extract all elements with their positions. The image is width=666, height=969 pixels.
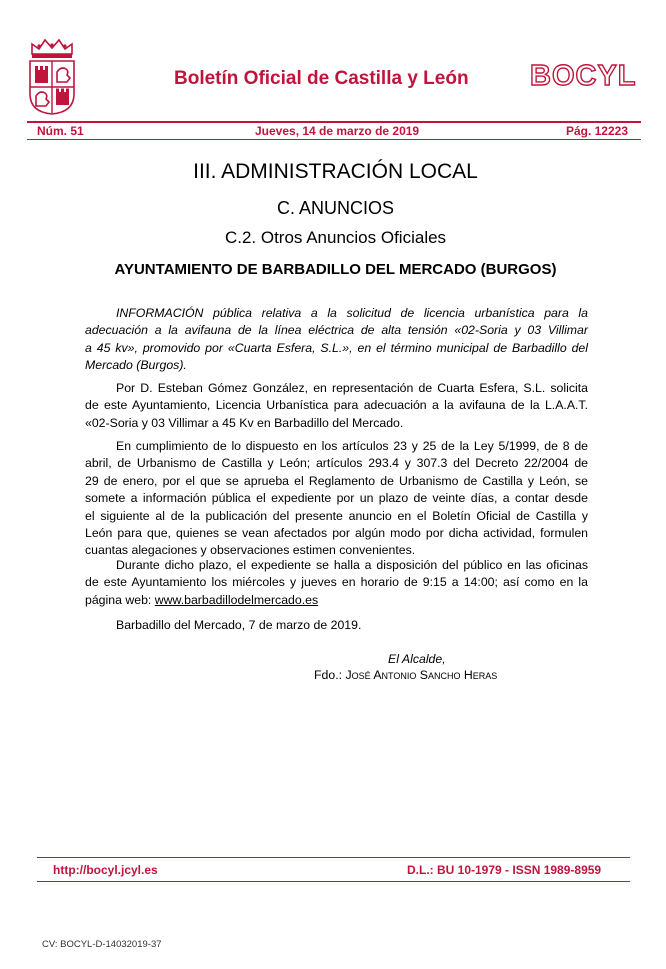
bulletin-title: Boletín Oficial de Castilla y León [174, 68, 469, 89]
signatory [314, 668, 497, 682]
paragraph-line [85, 592, 588, 609]
entity-title: AYUNTAMIENTO DE BARBADILLO DEL MERCADO (BURGOS) [114, 261, 557, 278]
signatory-prefix: Fdo.: [314, 668, 346, 682]
signatory-name: José Antonio Sancho Heras [345, 668, 498, 682]
paragraph-line: cuantas alegaciones y observaciones estimen convenientes. [85, 543, 416, 558]
paragraph-line: León para que, quienes se vean afectados por algún modo por dicha actividad, formulen [85, 525, 588, 540]
page-number: Pág. 12223 [565, 124, 628, 138]
place-date: Barbadillo del Mercado, 7 de marzo de 2019. [116, 618, 362, 632]
paragraph-line: En cumplimiento de lo dispuesto en los artículos 23 y 25 de la Ley 5/1999, de 8 de [116, 439, 588, 453]
applicant-paragraph [85, 380, 588, 432]
website-label: página web: [85, 592, 155, 607]
paragraph-line: de este Ayuntamiento los miércoles y jueves en horario de 9:15 a 14:00; así como en la [85, 575, 588, 590]
category-title: C.2. Otros Anuncios Oficiales [224, 228, 447, 247]
footer-divider-top [37, 857, 630, 858]
paragraph-line: Durante dicho plazo, el expediente se halla a disposición del público en las oficinas [116, 558, 588, 572]
verification-code: CV: BOCYL-D-14032019-37 [42, 939, 162, 950]
issue-date: Jueves, 14 de marzo de 2019 [255, 124, 420, 138]
coat-of-arms-icon [27, 36, 77, 116]
footer-url-link[interactable]: http://bocyl.jcyl.es [53, 863, 158, 877]
paragraph-line: a 45 kv», promovido por «Cuarta Esfera, S.L.», en el término municipal de Barbadillo del [85, 340, 588, 355]
issue-number: Núm. 51 [37, 124, 84, 138]
signatory-role: El Alcalde, [388, 652, 446, 666]
paragraph-line: abril, de Urbanismo de Castilla y León; artículos 293.4 y 307.3 del Decreto 22/2004 de [85, 456, 588, 471]
intro-paragraph [85, 305, 588, 375]
paragraph-line: Por D. Esteban Gómez González, en representación de Cuarta Esfera, S.L. solicita [116, 381, 588, 395]
footer-legal-deposit: D.L.: BU 10-1979 - ISSN 1989-8959 [407, 863, 602, 877]
paragraph-line: de este Ayuntamiento, Licencia Urbanística para adecuación a la avifauna de la L.A.A.T. [85, 398, 588, 413]
footer-divider-bottom [37, 881, 630, 882]
section-title: III. ADMINISTRACIÓN LOCAL [193, 160, 478, 183]
compliance-paragraph [85, 438, 588, 560]
website-link[interactable]: www.barbadillodelmercado.es [154, 592, 319, 607]
paragraph-line: «02-Soria y 03 Villimar a 45 Kv en Barbadillo del Mercado. [85, 415, 404, 430]
paragraph-line: INFORMACIÓN pública relativa a la solicitud de licencia urbanística para la [116, 306, 588, 320]
paragraph-line: el siguiente al de la publicación del presente anuncio en el Boletín Oficial de Castilla y [85, 508, 588, 523]
paragraph-line: 29 de enero, por el que se aprueba el Reglamento de Urbanismo de Castilla y León, se [85, 473, 588, 488]
header-divider [27, 121, 641, 123]
availability-paragraph [85, 557, 588, 609]
meta-divider [27, 139, 641, 140]
paragraph-line: Mercado (Burgos). [85, 358, 187, 373]
bocyl-logo: BOCYL [530, 60, 637, 92]
paragraph-line: adecuación a la avifauna de la línea eléctrica de alta tensión «02-Soria y 03 Villimar [85, 323, 588, 338]
subsection-title: C. ANUNCIOS [276, 198, 395, 218]
paragraph-line: somete a información pública el expediente por un plazo de veinte días, a contar desde [85, 491, 588, 506]
